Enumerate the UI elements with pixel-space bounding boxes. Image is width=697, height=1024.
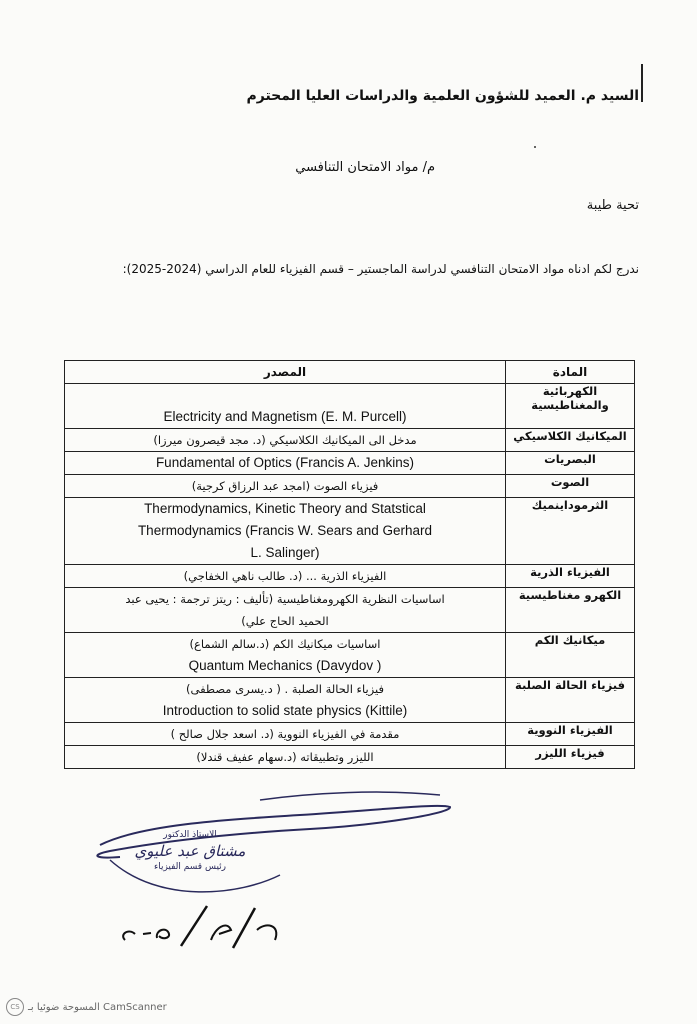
source-line: [69, 384, 501, 406]
source-cell: [65, 723, 506, 746]
table-row: [65, 588, 635, 633]
source-line: الحميد الحاج علي): [241, 614, 329, 628]
table-row: [65, 746, 635, 769]
table-row: [65, 429, 635, 452]
subject-cell: ميكانيك الكم: [506, 633, 635, 678]
table-row: [65, 678, 635, 723]
source-line: اساسيات النظرية الكهرومغناطيسية (تأليف : ريتز ترجمة : يحيى عبد: [125, 592, 445, 606]
subject-cell: الميكانيك الكلاسيكي: [506, 429, 635, 452]
source-cell: [65, 633, 506, 678]
source-line: اساسيات ميكانيك الكم (د.سالم الشماع): [189, 637, 381, 651]
source-cell: [65, 429, 506, 452]
subject-cell: البصريات: [506, 452, 635, 475]
table-row: [65, 498, 635, 565]
header-subject: المادة: [506, 361, 635, 384]
addressee-line: السيد م. العميد للشؤون العلمية والدراسات العليا المحترم: [246, 88, 639, 104]
signature-block: [110, 830, 270, 872]
subject-cell: الصوت: [506, 475, 635, 498]
source-line: فيزياء الصوت (امجد عبد الرزاق كرجية): [191, 479, 379, 493]
camscanner-logo-icon: CS: [6, 998, 24, 1016]
table-body: [65, 384, 635, 769]
header-source: المصدر: [65, 361, 506, 384]
source-line: مقدمة في الفيزياء النووية (د. اسعد جلال صالح ): [170, 727, 400, 741]
table-row: [65, 475, 635, 498]
handwritten-date: [115, 900, 285, 960]
scanner-watermark: [6, 998, 167, 1016]
source-cell: [65, 475, 506, 498]
subject-cell: الكهربائية والمغناطيسية: [506, 384, 635, 429]
exam-subjects-table: [64, 360, 635, 769]
subject-cell: الفيزياء الذرية: [506, 565, 635, 588]
source-cell: [65, 384, 506, 429]
signature-role: رئيس قسم الفيزياء: [153, 862, 227, 872]
source-line: مدخل الى الميكانيك الكلاسيكي (د. مجد قيصرون ميرزا): [153, 433, 417, 447]
source-line: Fundamental of Optics (Francis A. Jenkins): [155, 455, 415, 470]
subject-cell: الفيزياء النووية: [506, 723, 635, 746]
source-line: Thermodynamics (Francis W. Sears and Gerhard: [137, 523, 433, 538]
subject-cell: فيزياء الليزر: [506, 746, 635, 769]
signature-name: مشتاق عبد عليوي: [134, 842, 246, 860]
source-line: Quantum Mechanics (Davydov ): [188, 658, 382, 673]
margin-mark: [641, 64, 643, 102]
source-cell: [65, 588, 506, 633]
table-row: [65, 723, 635, 746]
subject-line: م/ مواد الامتحان التنافسي: [295, 160, 435, 175]
source-cell: [65, 452, 506, 475]
table-header-row: [65, 361, 635, 384]
source-cell: [65, 746, 506, 769]
source-line: Introduction to solid state physics (Kittile): [162, 703, 408, 718]
source-line: الفيزياء الذرية ... (د. طالب ناهي الخفاجي): [183, 569, 387, 583]
source-line: Thermodynamics, Kinetic Theory and Statstical: [144, 501, 426, 516]
subject-cell: الكهرو مغناطيسية: [506, 588, 635, 633]
table-row: [65, 633, 635, 678]
source-cell: [65, 498, 506, 565]
table-row: [65, 565, 635, 588]
scanner-text: المسوحة ضوئيا بـ CamScanner: [28, 1001, 167, 1013]
signature-title: الاستاذ الدكتور: [163, 830, 217, 840]
source-line: Electricity and Magnetism (E. M. Purcell): [163, 409, 407, 424]
intro-paragraph: ندرج لكم ادناه مواد الامتحان التنافسي لدراسة الماجستير – قسم الفيزياء للعام الدراسي (2024-2025):: [122, 262, 639, 276]
subject-cell: فيزياء الحالة الصلبة: [506, 678, 635, 723]
ink-dot: [534, 146, 536, 148]
subject-cell: الثرموداينميك: [506, 498, 635, 565]
source-cell: [65, 678, 506, 723]
table-row: [65, 452, 635, 475]
source-line: L. Salinger): [250, 545, 320, 560]
source-line: الليزر وتطبيقاته (د.سهام عفيف قندلا): [196, 750, 374, 764]
greeting-line: تحية طيبة: [586, 198, 639, 213]
source-line: فيزياء الحالة الصلبة . ( د.يسرى مصطفى): [186, 682, 384, 696]
source-cell: [65, 565, 506, 588]
table-row: [65, 384, 635, 429]
